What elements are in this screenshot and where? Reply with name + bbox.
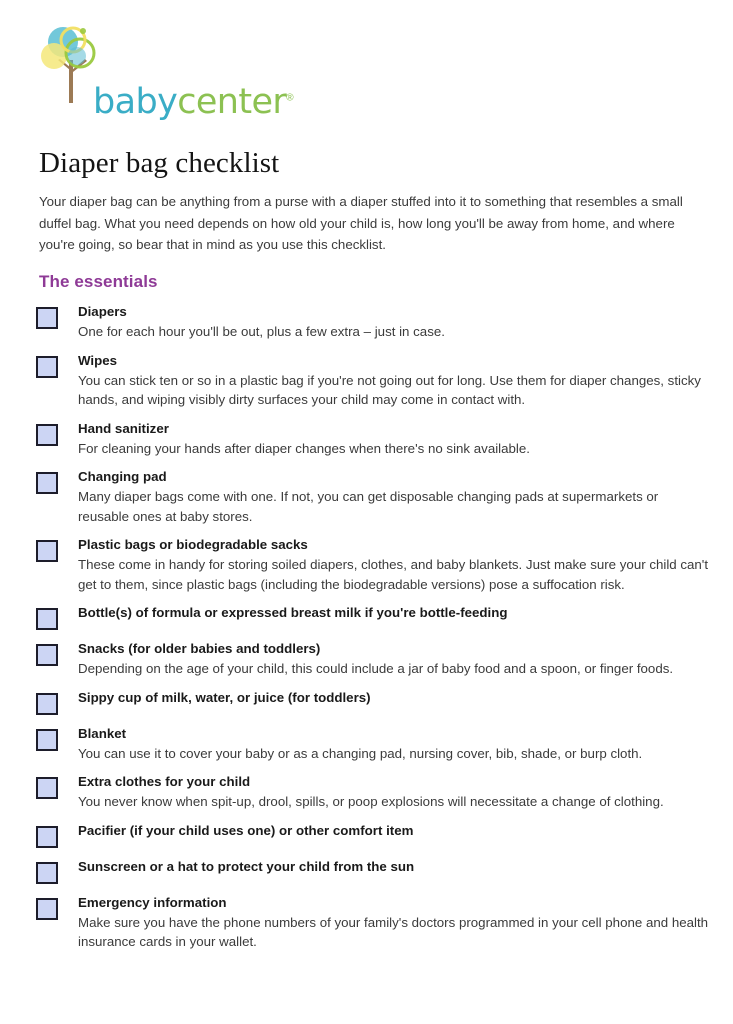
checklist-item-title: Plastic bags or biodegradable sacks <box>78 537 308 552</box>
checklist-item-text <box>78 688 711 707</box>
checklist-item-description: These come in handy for storing soiled diapers, clothes, and baby blankets. Just make sure your child can't get to them, since plastic bags (including the biodegradable versions) pose a suffocation risk. <box>78 557 709 592</box>
checkbox-2[interactable] <box>36 424 58 446</box>
intro-paragraph: Your diaper bag can be anything from a purse with a diaper stuffed into it to something that resembles a small duffel bag. What you need depends on how old your child is, how long you'll be away from home, and where you're going, so bear that in mind as you use this checklist. <box>39 194 683 253</box>
checklist-item[interactable] <box>36 467 711 526</box>
checklist-item[interactable] <box>36 302 711 342</box>
checkbox-3[interactable] <box>36 472 58 494</box>
checklist-item-title: Diapers <box>78 304 127 319</box>
checklist-item-title: Extra clothes for your child <box>78 774 251 789</box>
checklist-item-description: You can use it to cover your baby or as a changing pad, nursing cover, bib, shade, or burp cloth. <box>78 745 643 761</box>
page-title: Diaper bag checklist <box>39 147 280 180</box>
checklist-item[interactable] <box>36 724 711 764</box>
checkbox-4[interactable] <box>36 540 58 562</box>
registered-mark-icon: ® <box>286 92 293 104</box>
checkbox-8[interactable] <box>36 729 58 751</box>
checklist-item-description: For cleaning your hands after diaper changes when there's no sink available. <box>78 440 530 456</box>
checklist-item-title: Sippy cup of milk, water, or juice (for toddlers) <box>78 689 371 705</box>
checkbox-9[interactable] <box>36 777 58 799</box>
babycenter-logo[interactable] <box>38 26 298 122</box>
checklist-item[interactable] <box>36 772 711 812</box>
checkbox-5[interactable] <box>36 608 58 630</box>
checklist-item-text <box>78 467 711 526</box>
checklist-item-title: Pacifier (if your child uses one) or other comfort item <box>78 822 414 838</box>
section-heading-essentials: The essentials <box>39 272 158 292</box>
checkbox-6[interactable] <box>36 644 58 666</box>
checklist-item-text <box>78 639 711 679</box>
checklist-item-text <box>78 302 711 342</box>
checkbox-1[interactable] <box>36 356 58 378</box>
checkbox-0[interactable] <box>36 307 58 329</box>
checkbox-7[interactable] <box>36 693 58 715</box>
checklist-item-text <box>78 857 711 876</box>
checklist-item[interactable] <box>36 857 711 884</box>
checklist-item-text <box>78 772 711 812</box>
checklist-item-text <box>78 821 711 840</box>
checklist-item-description: You can stick ten or so in a plastic bag if you're not going out for long. Use them for diaper changes, sticky hands, and wiping visibly dirty surfaces your child may come in contact with. <box>78 372 701 407</box>
checklist-item-description: Make sure you have the phone numbers of your family's doctors programmed in your cell phone and health insurance cards in your wallet. <box>78 914 709 949</box>
checklist-item-text <box>78 603 711 622</box>
checklist-item-text <box>78 535 711 594</box>
babycenter-wordmark <box>93 84 293 120</box>
checklist-item-title: Changing pad <box>78 469 167 484</box>
checklist-item-title: Hand sanitizer <box>78 420 169 436</box>
checklist-item-title: Snacks (for older babies and toddlers) <box>78 641 321 656</box>
checklist-item[interactable] <box>36 821 711 848</box>
checklist-item-title: Emergency information <box>78 894 227 910</box>
checklist-item[interactable] <box>36 351 711 410</box>
checklist-item[interactable] <box>36 535 711 594</box>
checklist-item-description: Many diaper bags come with one. If not, you can get disposable changing pads at supermarkets or reusable ones at baby stores. <box>78 489 659 524</box>
checklist-item-text <box>78 724 711 764</box>
checkbox-12[interactable] <box>36 898 58 920</box>
checklist-item-title: Bottle(s) of formula or expressed breast milk if you're bottle-feeding <box>78 605 508 620</box>
checklist-item-text <box>78 419 711 459</box>
checklist-item-description: One for each hour you'll be out, plus a few extra – just in case. <box>78 324 445 339</box>
checklist-item[interactable] <box>36 893 711 952</box>
checklist-item-description: Depending on the age of your child, this could include a jar of baby food and a spoon, or finger foods. <box>78 661 674 676</box>
logo-text-baby: baby <box>93 82 178 122</box>
logo-text-center: center <box>177 82 287 122</box>
checklist-item[interactable] <box>36 688 711 715</box>
checklist-items <box>36 302 711 961</box>
checklist-item[interactable] <box>36 419 711 459</box>
checklist-item-title: Blanket <box>78 725 127 741</box>
checklist-item-title: Wipes <box>78 352 118 368</box>
checklist-item-text <box>78 351 711 410</box>
checklist-item[interactable] <box>36 603 711 630</box>
checkbox-10[interactable] <box>36 826 58 848</box>
checklist-item[interactable] <box>36 639 711 679</box>
checkbox-11[interactable] <box>36 862 58 884</box>
checklist-item-title: Sunscreen or a hat to protect your child from the sun <box>78 858 415 874</box>
checklist-item-text <box>78 893 711 952</box>
checklist-item-description: You never know when spit-up, drool, spills, or poop explosions will necessitate a change of clothing. <box>78 794 664 809</box>
